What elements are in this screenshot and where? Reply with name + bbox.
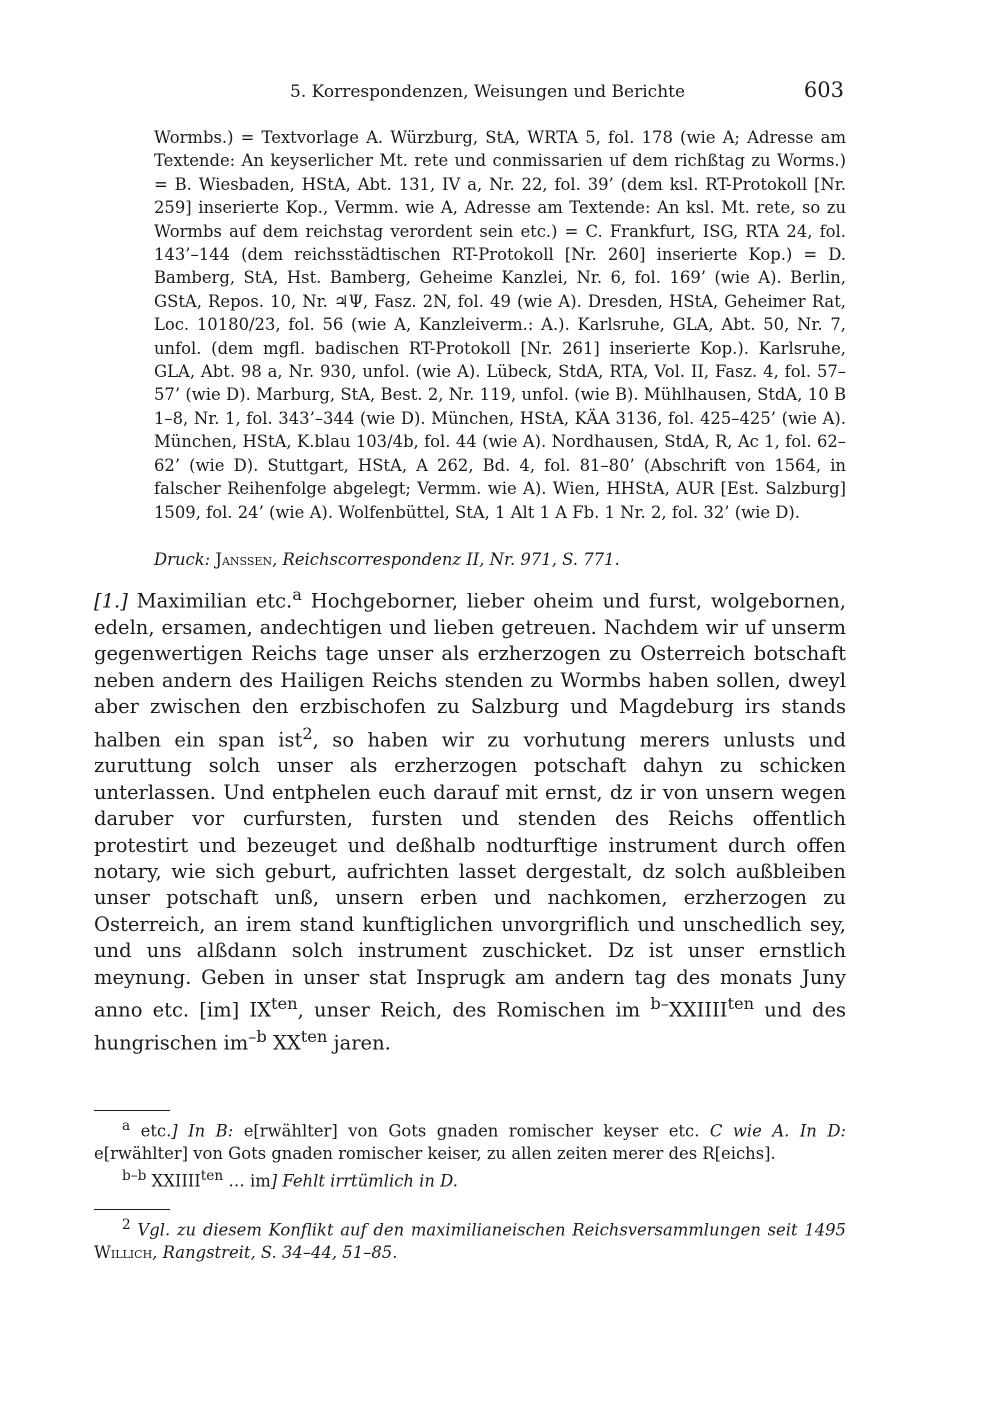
note-marker-b-close: –b <box>248 1027 267 1046</box>
page-number: 603 <box>803 78 844 102</box>
druck-reference: , Reichscorrespondenz II, Nr. 971, S. 771. <box>272 550 620 569</box>
footnote-italic: ] Fehlt irrtümlich in D. <box>270 1171 458 1191</box>
footnote-author: Willich <box>94 1243 153 1263</box>
superscript-ten: ten <box>300 1027 328 1046</box>
main-text <box>94 582 846 1057</box>
footnote-rule <box>94 1209 170 1210</box>
footnote-gap <box>94 1193 846 1209</box>
footnote-2 <box>94 1214 846 1264</box>
main-text-span: jaren. <box>327 1031 391 1055</box>
main-text-span: , unser Reich, des Romischen im <box>297 998 651 1022</box>
main-text-span: XX <box>266 1031 301 1055</box>
footnote-marker: b–b <box>122 1168 147 1185</box>
footnote-italic: ] In B: <box>171 1121 244 1141</box>
footnote-lemma: etc. <box>130 1121 172 1141</box>
main-paragraph <box>94 582 846 1057</box>
main-text-span: , so haben wir zu vorhutung merers unlusts und zuruttung solch unser als erzherzogen potschaft dahyn zu schicken unterlassen. Und entphelen euch darauf mit ernst, dz ir von unsern wegen daruber vor curfursten, fursten und stenden des Reichs offentlich protestirt und bezeuget und deßhalb nodturftige instrument durch offen notary, wie sich geburt, aufrichten lasset dergestalt, dz solch außbleiben unser potschaft unß, unsern erben und nachkomen, erzherzogen zu Osterreich, an irem stand kunftiglichen unvorgriflich und unschedlich sey, und uns alßdann solch instrument zuschicket. Dz ist unser ernstlich meynung. Geben in unser stat Insprugk am andern tag des monats Juny anno etc. [im] IX <box>94 728 846 1022</box>
druck-note <box>154 548 846 571</box>
source-apparatus <box>154 126 846 524</box>
footnote-text: e[rwählter] von Gots gnaden romischer keyser etc. <box>243 1121 710 1141</box>
footnote-italic: C wie A. In D: <box>709 1121 846 1141</box>
footnote-lemma: XXIIII <box>146 1171 201 1191</box>
druck-author: Janssen <box>215 550 273 569</box>
note-marker-b-open: b– <box>650 994 669 1014</box>
footnote-italic: Vgl. zu diesem Konflikt auf den maximilianeischen Reichsversammlungen seit 1495 <box>130 1220 846 1240</box>
footnote-rule <box>94 1110 170 1111</box>
footnote-text: e[rwählter] von Gots gnaden romischer keiser, zu allen zeiten merer des R[eichs]. <box>94 1144 776 1164</box>
main-text-span: Maximilian etc. <box>127 589 293 613</box>
running-head-title: 5. Korrespondenzen, Weisungen und Berichte <box>290 82 686 102</box>
section-number: [1.] <box>94 589 128 613</box>
footnote-b <box>94 1165 846 1192</box>
footnote-marker: 2 <box>122 1216 131 1233</box>
note-marker-a: a <box>292 585 302 604</box>
superscript-ten: ten <box>200 1168 224 1185</box>
superscript-ten: ten <box>270 994 298 1014</box>
main-text-span: XXIIII <box>668 998 728 1022</box>
main-text-span: Hochgeborner, lieber oheim und furst, wolgebornen, edeln, ersamen, andechtigen und lieben getreuen. Nachdem wir uf unserm gegenwertigen Reichs tage unser als erzherzogen zu Osterreich botschaft neben andern des Hailigen Reichs stenden zu Wormbs haben sollen, dweyl aber zwischen den erzbischofen zu Salzburg und Magdeburg irs stands halben ein span ist <box>94 589 846 752</box>
footnotes <box>94 1110 846 1264</box>
footnote-italic: , Rangstreit, S. 34–44, 51–85. <box>152 1243 398 1263</box>
druck-label: Druck: <box>154 550 211 569</box>
footnote-a <box>94 1115 846 1165</box>
apparatus-text: Wormbs.) = Textvorlage A. Würzburg, StA, WRTA 5, fol. 178 (wie A; Adresse am Textende: An keyserlicher Mt. rete und conmissarien uf dem richßtag zu Worms.) = B. Wiesbaden, HStA, Abt. 131, IV a, Nr. 22, fol. 39’ (dem ksl. RT-Protokoll [Nr. 259] inserierte Kop., Vermm. wie A, Adresse am Textende: An ksl. Mt. rete, so zu Wormbs auf dem reichstag verordent sein etc.) = C. Frankfurt, ISG, RTA 24, fol. 143’–144 (dem reichsstädtischen RT-Protokoll [Nr. 260] inserierte Kop.) = D. Bamberg, StA, Hst. Bamberg, Geheime Kanzlei, Nr. 6, fol. 169’ (wie A). Berlin, GStA, Repos. 10, Nr. ♃Ψ, Fasz. 2N, fol. 49 (wie A). Dresden, HStA, Geheimer Rat, Loc. 10180/23, fol. 56 (wie A, Kanzleiverm.: A.). Karlsruhe, GLA, Abt. 50, Nr. 7, unfol. (dem mgfl. badischen RT-Protokoll [Nr. 261] inserierte Kop.). Karlsruhe, GLA, Abt. 98 a, Nr. 930, unfol. (wie A). Lübeck, StdA, RTA, Vol. II, Fasz. 4, fol. 57–57’ (wie D). Marburg, StA, Best. 2, Nr. 119, unfol. (wie B). Mühlhausen, StdA, 10 B 1–8, Nr. 1, fol. 343’–344 (wie D). München, HStA, KÄA 3136, fol. 425–425’ (wie A). München, HStA, K.blau 103/4b, fol. 44 (wie A). Nordhausen, StdA, R, Ac 1, fol. 62–62’ (wie D). Stuttgart, HStA, A 262, Bd. 4, fol. 81–80’ (Abschrift von 1564, in falscher Reihenfolge abgelegt; Vermm. wie A). Wien, HHStA, AUR [Est. Salzburg] 1509, fol. 24’ (wie A). Wolfenbüttel, StA, 1 Alt 1 A Fb. 1 Nr. 2, fol. 32’ (wie D). <box>154 128 846 522</box>
footnote-lemma: … im <box>223 1171 271 1191</box>
note-marker-2: 2 <box>302 723 313 743</box>
superscript-ten: ten <box>727 994 755 1014</box>
main-text-span: und des hungrischen im <box>94 998 846 1055</box>
footnote-marker: a <box>122 1118 131 1134</box>
running-head <box>290 80 850 108</box>
